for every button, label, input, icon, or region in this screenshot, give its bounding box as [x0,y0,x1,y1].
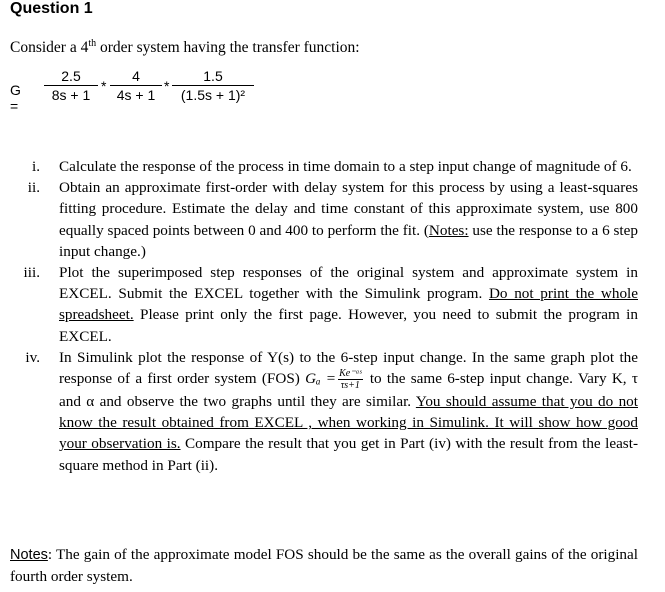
intro-superscript: th [88,38,97,49]
fraction-3 [172,68,254,103]
fos-symbol: Gₐ = [305,370,337,388]
fraction-3-numerator: 1.5 [203,68,223,84]
list-item [10,262,638,347]
item-text: Calculate the response of the process in time domain to a step input change of magnitude of 6. [59,158,632,175]
item-text: Plot the superimposed step responses of the original system and approximate system in EXCEL. Submit the EXCEL together with the Simulink program. [59,264,638,303]
item-text-after: use the response to a 6 step input change.) [59,221,638,260]
item-text-after: Please print only the first page. However, you need to submit the program in EXCEL. [59,306,638,345]
item-text: In Simulink plot the response of Y(s) to the 6-step input change. In the same graph plot the response of a first order system (FOS) [59,348,638,388]
item-text-middle: to the same 6-step input change. Vary K, τ and α and observe the two graphs until they are similar. [59,370,638,411]
list-item [10,177,638,262]
item-underlined-text: You should assume that you do not know the result obtained from EXCEL , when working in Simulink. It will show how good your observation is. [59,393,638,453]
intro-before: Consider a 4 [10,39,89,57]
notes-label: Notes [10,547,48,563]
item-number: ii. [27,179,40,197]
fraction-2-numerator: 4 [132,68,140,84]
formula-lhs: G = [10,82,21,114]
fos-numerator: Ke⁻ᵃˢ [339,368,362,380]
fos-fraction [338,368,362,391]
item-text-after: Compare the result that you get in Part (iv) with the result from the least-square method in Part (ii). [59,435,638,474]
multiply-operator-1: * [101,78,107,94]
list-item [10,156,638,177]
item-number: iv. [25,348,40,366]
intro-sentence [10,38,360,57]
notes-text: : The gain of the approximate model FOS should be the same as the overall gains of the original fourth order system. [10,546,638,585]
fraction-1 [44,68,98,103]
question-parts-list [10,156,638,476]
fraction-1-denominator: 8s + 1 [51,87,91,103]
fraction-1-numerator: 2.5 [61,68,81,84]
notes-paragraph [10,544,638,587]
multiply-operator-2: * [164,78,170,94]
list-item [10,347,638,476]
fraction-2 [110,68,162,103]
intro-after: order system having the transfer function: [96,39,360,57]
item-notes-label: Notes: [428,221,469,239]
item-number: i. [31,158,40,175]
item-text: Obtain an approximate first-order with delay system for this process by using a least-squares fitting procedure. Estimate the delay and time constant of this approximate system, use 800 equally spaced points between 0 and 400 to perform the fit. ( [59,179,638,239]
item-underlined-text: Do not print the whole spreadsheet. [59,285,639,324]
fraction-3-denominator: (1.5s + 1)² [180,87,246,103]
question-title: Question 1 [10,0,93,17]
fos-denominator: τs+1 [340,380,360,392]
fraction-2-denominator: 4s + 1 [116,87,156,103]
item-number: iii. [23,264,40,282]
